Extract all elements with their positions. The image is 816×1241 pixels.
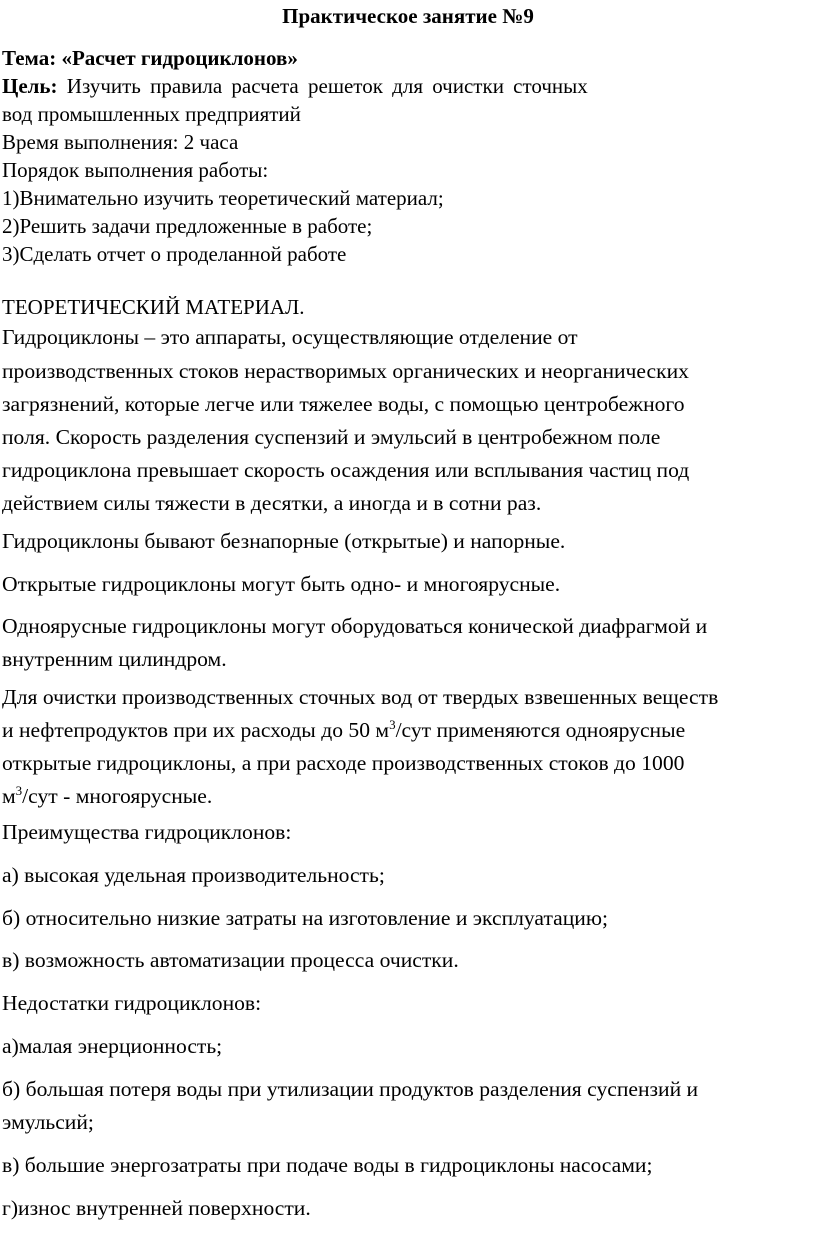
list-item: б) большая потеря воды при утилизации продуктов разделения суспензий и (2, 1077, 699, 1101)
time-line: Время выполнения: 2 часа (2, 130, 239, 154)
list-item: эмульсий; (2, 1110, 94, 1134)
topic-value: «Расчет гидроциклонов» (61, 46, 298, 70)
paragraph-line (2, 716, 685, 744)
paragraph-line: производственных стоков нерастворимых органических и неорганических (2, 359, 689, 383)
list-item: в) большие энергозатраты при подаче воды в гидроциклоны насосами; (2, 1153, 653, 1177)
page-title: Практическое занятие №9 (282, 4, 534, 28)
paragraph-fragment: /сут - многоярусные. (22, 784, 213, 808)
paragraph-fragment: /сут применяются одноярусные (395, 718, 686, 742)
disadvantages-title: Недостатки гидроциклонов: (2, 991, 262, 1015)
paragraph-line: загрязнений, которые легче или тяжелее воды, с помощью центробежного (2, 392, 685, 416)
step-item: 2)Решить задачи предложенные в работе; (2, 214, 373, 238)
step-item: 1)Внимательно изучить теоретический материал; (2, 186, 444, 210)
advantages-title: Преимущества гидроциклонов: (2, 820, 292, 844)
topic-label: Тема: (2, 46, 57, 70)
list-item: г)износ внутренней поверхности. (2, 1196, 311, 1220)
list-item: а)малая энерционность; (2, 1034, 223, 1058)
paragraph-line: Одноярусные гидроциклоны могут оборудоваться конической диафрагмой и (2, 614, 708, 638)
topic-line (2, 44, 298, 72)
goal-label: Цель: (2, 74, 58, 98)
order-title: Порядок выполнения работы: (2, 158, 269, 182)
paragraph-line: Гидроциклоны – это аппараты, осуществляющие отделение от (2, 325, 578, 349)
goal-text-2: вод промышленных предприятий (2, 102, 301, 126)
paragraph-line: поля. Скорость разделения суспензий и эмульсий в центробежном поле (2, 425, 661, 449)
list-item: в) возможность автоматизации процесса очистки. (2, 948, 459, 972)
superscript: 3 (389, 717, 396, 732)
paragraph-line: Открытые гидроциклоны могут быть одно- и многоярусные. (2, 572, 561, 596)
paragraph-line: открытые гидроциклоны, а при расходе производственных стоков до 1000 (2, 751, 685, 775)
paragraph-line (2, 782, 212, 810)
paragraph-line: Для очистки производственных сточных вод от твердых взвешенных веществ (2, 685, 719, 709)
list-item: а) высокая удельная производительность; (2, 863, 385, 887)
goal-text-1: Изучить правила расчета решеток для очистки сточных (66, 74, 588, 98)
paragraph-line: Гидроциклоны бывают безнапорные (открытые) и напорные. (2, 529, 566, 553)
paragraph-fragment: м (2, 784, 16, 808)
paragraph-line: действием силы тяжести в десятки, а иногда и в сотни раз. (2, 491, 542, 515)
goal-line (2, 72, 588, 100)
paragraph-fragment: и нефтепродуктов при их расходы до 50 м (2, 718, 390, 742)
theory-heading: ТЕОРЕТИЧЕСКИЙ МАТЕРИАЛ. (2, 295, 305, 319)
list-item: б) относительно низкие затраты на изготовление и эксплуатацию; (2, 906, 608, 930)
paragraph-line: гидроциклона превышает скорость осаждения или всплывания частиц под (2, 458, 690, 482)
superscript: 3 (15, 783, 23, 798)
paragraph-line: внутренним цилиндром. (2, 647, 227, 671)
step-item: 3)Сделать отчет о проделанной работе (2, 242, 347, 266)
